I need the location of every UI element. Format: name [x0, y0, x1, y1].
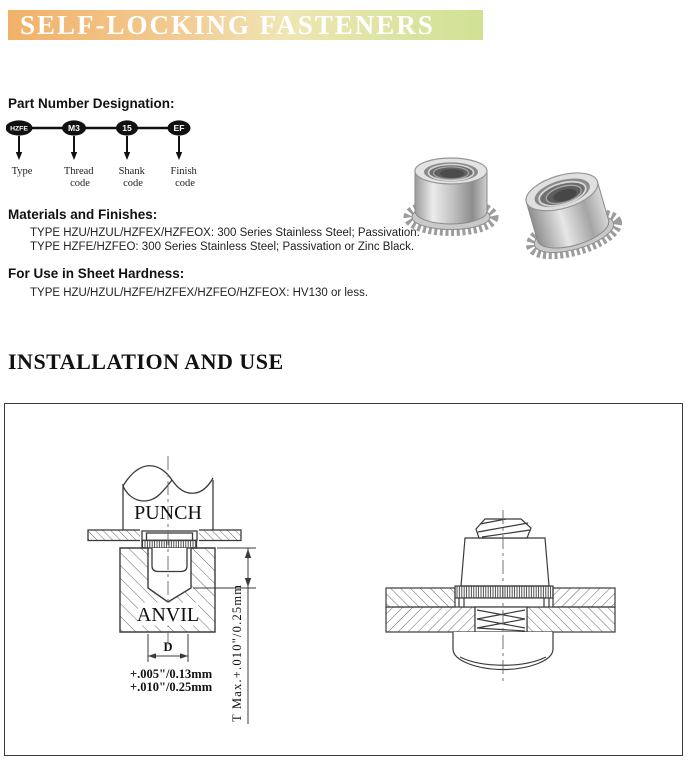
thread-bore — [440, 169, 464, 178]
fastener-photo — [393, 136, 637, 270]
title-banner — [8, 10, 483, 40]
down-arrow-icons — [19, 136, 179, 153]
installation-diagram — [4, 403, 685, 758]
clinch-nut-front — [408, 158, 494, 232]
nut-body-section — [461, 538, 549, 586]
part-number-diagram — [6, 116, 206, 194]
top-sheet-right — [553, 588, 615, 607]
thread-stud — [476, 519, 531, 538]
arrow-up-icon — [245, 549, 251, 558]
flange-plate — [459, 598, 549, 607]
hardness-heading: For Use in Sheet Hardness: — [8, 266, 185, 281]
top-sheet-left — [386, 588, 455, 607]
field-label-shank: Shank code — [118, 166, 145, 189]
field-label-finish: Finish code — [170, 166, 197, 189]
arrow-left-icon — [148, 653, 156, 659]
materials-line-1: TYPE HZU/HZUL/HZFEX/HZFEOX: 300 Series Stainless Steel; Passivation. — [30, 227, 420, 239]
installed-view — [386, 510, 615, 684]
screw-thread-section — [475, 607, 527, 632]
part-number-heading: Part Number Designation: — [8, 96, 175, 111]
code-text-type: HZFE — [10, 125, 28, 133]
bottom-sheet-right — [527, 607, 615, 632]
fastener-shank — [152, 548, 187, 572]
code-text-finish: EF — [173, 123, 185, 133]
field-label-type: Type — [11, 166, 33, 177]
code-text-thread: M3 — [68, 123, 80, 133]
field-label-thread: Thread code — [63, 166, 94, 189]
materials-line-2: TYPE HZFE/HZFEO: 300 Series Stainless Steel; Passivation or Zinc Black. — [30, 241, 415, 253]
tolerance-line-2: +.010"/0.25mm — [130, 680, 213, 694]
code-text-shank: 15 — [122, 123, 132, 133]
press-view — [88, 456, 256, 724]
arrow-right-icon — [180, 653, 188, 659]
down-arrow-heads — [16, 152, 182, 160]
hardness-line: TYPE HZU/HZUL/HZFE/HZFEX/HZFEO/HZFEOX: HV130 or less. — [30, 287, 369, 299]
tolerance-line-1: +.005"/0.13mm — [130, 667, 213, 681]
anvil-label: ANVIL — [136, 604, 200, 626]
serration-band — [455, 586, 553, 598]
installation-heading: INSTALLATION AND USE — [8, 349, 284, 374]
arrow-down-icon — [245, 578, 251, 587]
clinch-nut-tilted — [514, 164, 622, 263]
t-max-label: T Max.+.010"/0.25mm — [230, 583, 244, 722]
bottom-sheet-left — [386, 607, 475, 632]
d-label: D — [163, 640, 173, 654]
page-title: SELF-LOCKING FASTENERS — [20, 9, 435, 40]
serration-ring — [142, 540, 197, 548]
punch-label: PUNCH — [134, 502, 202, 524]
materials-heading: Materials and Finishes: — [8, 207, 158, 222]
